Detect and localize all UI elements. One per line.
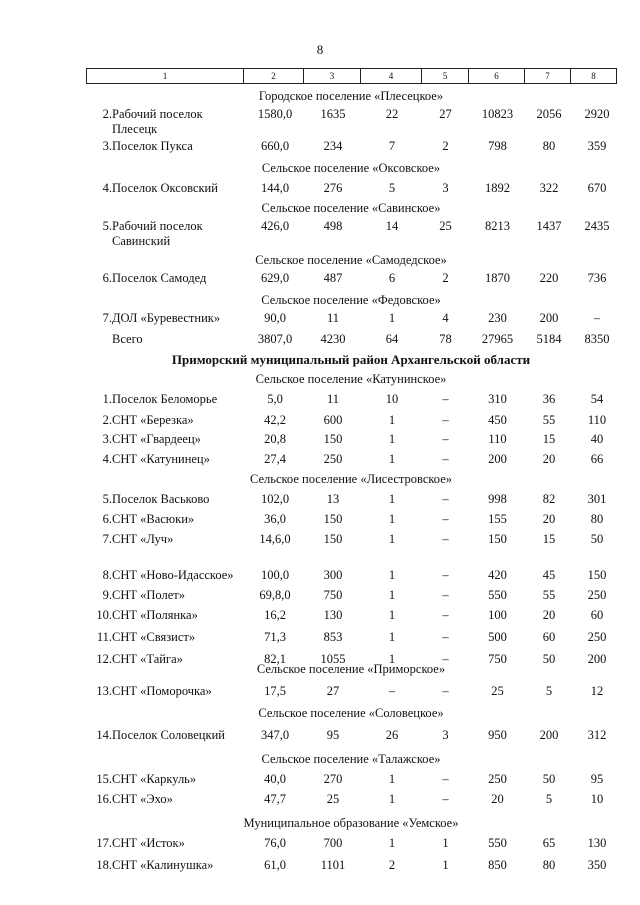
cell-count-a: 14 xyxy=(385,219,399,233)
cell-count-b: – xyxy=(442,512,449,526)
row-number: 10. xyxy=(96,608,112,622)
row-number: 2. xyxy=(102,413,112,427)
row-number: 3. xyxy=(102,432,112,446)
row-number: 9. xyxy=(102,588,112,602)
row-number: 12. xyxy=(96,652,112,666)
cell-value-a: 550 xyxy=(488,836,507,850)
col-header-5: 5 xyxy=(422,69,469,84)
cell-count-b: 3 xyxy=(442,181,449,195)
cell-value-b: 20 xyxy=(542,452,556,466)
settlement-section-heading: Городское поселение «Плесецкое» xyxy=(258,89,444,103)
cell-count-b: – xyxy=(442,452,449,466)
cell-count-b: – xyxy=(442,588,449,602)
cell-value-a: 8213 xyxy=(485,219,510,233)
row-number: 7. xyxy=(102,532,112,546)
cell-value-c: 2435 xyxy=(584,219,610,233)
cell-population: 234 xyxy=(323,139,343,153)
col-header-6: 6 xyxy=(469,69,525,84)
row-number: 5. xyxy=(102,219,112,233)
cell-count-a: 10 xyxy=(385,392,399,406)
cell-count-b: 25 xyxy=(439,219,452,233)
row-number: 6. xyxy=(102,271,112,285)
cell-value-b: 50 xyxy=(542,772,556,786)
cell-value-b: 36 xyxy=(542,392,556,406)
cell-count-a: 2 xyxy=(388,858,396,872)
cell-population: 11 xyxy=(326,392,340,406)
row-number: 4. xyxy=(102,452,112,466)
settlement-name: Поселок Пукса xyxy=(112,139,193,153)
row-number: 1. xyxy=(102,392,112,406)
cell-count-a: 1 xyxy=(388,772,396,786)
settlement-section-heading: Сельское поселение «Самодедское» xyxy=(255,253,447,267)
settlement-name: СНТ «Луч» xyxy=(112,532,174,546)
cell-area: 42,2 xyxy=(264,413,286,427)
cell-area: 17,5 xyxy=(264,684,286,698)
cell-value-a: 155 xyxy=(488,512,507,526)
cell-count-a: 5 xyxy=(388,181,396,195)
cell-value-b: 2056 xyxy=(536,107,562,121)
cell-count-b: – xyxy=(442,492,449,506)
cell-value-a: 10823 xyxy=(481,107,514,121)
cell-value-a: 1892 xyxy=(485,181,510,195)
settlement-name: Поселок Беломорье xyxy=(112,392,218,406)
cell-population: 11 xyxy=(326,311,340,325)
cell-count-b: – xyxy=(442,568,449,582)
cell-value-b: 55 xyxy=(542,413,556,427)
cell-count-b: 2 xyxy=(442,139,449,153)
settlement-name: СНТ «Ново-Идасское» xyxy=(112,568,234,582)
cell-area: 61,0 xyxy=(264,858,286,872)
cell-value-c: 54 xyxy=(590,392,604,406)
settlement-section-heading: Сельское поселение «Федовское» xyxy=(261,293,441,307)
cell-population: 150 xyxy=(323,432,343,446)
cell-value-c: 50 xyxy=(590,532,604,546)
cell-count-a: 1 xyxy=(388,652,396,666)
col-header-4: 4 xyxy=(361,69,422,84)
row-number: 15. xyxy=(96,772,112,786)
settlement-section-heading: Сельское поселение «Лисестровское» xyxy=(249,472,453,486)
cell-value-a: 20 xyxy=(491,792,504,806)
cell-population: 1055 xyxy=(320,652,346,666)
cell-value-c: 66 xyxy=(590,452,604,466)
settlement-section-heading: Сельское поселение «Приморское» xyxy=(256,662,446,676)
cell-population: 4230 xyxy=(320,332,346,346)
cell-value-b: 1437 xyxy=(536,219,562,233)
cell-population: 13 xyxy=(326,492,340,506)
cell-value-c: – xyxy=(593,311,601,325)
row-number: 6. xyxy=(102,512,112,526)
cell-area: 102,0 xyxy=(260,492,290,506)
cell-count-b: – xyxy=(442,608,449,622)
cell-value-b: 60 xyxy=(542,630,556,644)
settlement-name: Поселок Самодед xyxy=(112,271,207,285)
row-number: 7. xyxy=(102,311,112,325)
cell-value-c: 312 xyxy=(587,728,607,742)
cell-population: 750 xyxy=(323,588,343,602)
cell-count-b: 1 xyxy=(442,836,449,850)
row-number: 5. xyxy=(102,492,112,506)
cell-count-a: 1 xyxy=(388,452,396,466)
cell-value-c: 250 xyxy=(587,588,607,602)
cell-value-a: 100 xyxy=(488,608,507,622)
col-header-1: 1 xyxy=(87,69,244,84)
cell-value-a: 750 xyxy=(488,652,507,666)
cell-count-b: – xyxy=(442,630,449,644)
cell-area: 20,8 xyxy=(264,432,286,446)
settlement-name: СНТ «Полет» xyxy=(112,588,185,602)
cell-count-b: – xyxy=(442,772,449,786)
cell-area: 144,0 xyxy=(260,181,290,195)
cell-value-c: 12 xyxy=(590,684,604,698)
cell-value-a: 200 xyxy=(488,452,507,466)
settlement-section-heading: Сельское поселение «Талажское» xyxy=(261,752,441,766)
row-number: 14. xyxy=(96,728,112,742)
cell-value-b: 50 xyxy=(542,652,556,666)
cell-value-a: 150 xyxy=(488,532,507,546)
cell-value-b: 80 xyxy=(542,139,556,153)
cell-value-b: 15 xyxy=(542,432,556,446)
cell-count-a: – xyxy=(388,684,396,698)
cell-count-a: 1 xyxy=(388,588,396,602)
cell-count-a: 1 xyxy=(388,512,396,526)
cell-value-a: 500 xyxy=(488,630,507,644)
cell-value-a: 230 xyxy=(488,311,507,325)
cell-population: 276 xyxy=(323,181,343,195)
cell-value-a: 450 xyxy=(488,413,507,427)
cell-count-a: 1 xyxy=(388,432,396,446)
cell-count-a: 1 xyxy=(388,532,396,546)
settlement-section-heading: Сельское поселение «Катунинское» xyxy=(255,372,447,386)
cell-count-b: – xyxy=(442,652,449,666)
cell-value-b: 20 xyxy=(542,512,556,526)
settlement-name: СНТ «Поморочка» xyxy=(112,684,212,698)
cell-value-c: 301 xyxy=(587,492,607,506)
cell-value-a: 950 xyxy=(488,728,507,742)
settlement-name: СНТ «Гвардеец» xyxy=(112,432,201,446)
cell-value-a: 550 xyxy=(488,588,507,602)
settlement-name: СНТ «Катунинец» xyxy=(112,452,210,466)
settlement-name: Рабочий поселок Савинский xyxy=(112,219,203,248)
cell-value-a: 798 xyxy=(488,139,507,153)
cell-count-a: 64 xyxy=(385,332,399,346)
cell-value-c: 250 xyxy=(587,630,607,644)
settlement-name: СНТ «Полянка» xyxy=(112,608,198,622)
cell-value-b: 80 xyxy=(542,858,556,872)
cell-count-a: 6 xyxy=(388,271,396,285)
settlement-name: СНТ «Эхо» xyxy=(112,792,173,806)
col-header-7: 7 xyxy=(525,69,571,84)
cell-count-a: 1 xyxy=(388,311,396,325)
cell-area: 40,0 xyxy=(264,772,286,786)
cell-population: 1101 xyxy=(320,858,346,872)
cell-population: 270 xyxy=(323,772,343,786)
cell-area: 47,7 xyxy=(264,792,286,806)
cell-value-c: 40 xyxy=(590,432,604,446)
cell-value-a: 998 xyxy=(488,492,507,506)
cell-value-a: 27965 xyxy=(481,332,514,346)
cell-area: 100,0 xyxy=(260,568,290,582)
cell-area: 347,0 xyxy=(260,728,290,742)
cell-value-a: 420 xyxy=(488,568,507,582)
cell-count-a: 26 xyxy=(385,728,399,742)
settlement-name: Рабочий поселок Плесецк xyxy=(112,107,203,136)
cell-value-b: 200 xyxy=(539,728,559,742)
cell-value-b: 5 xyxy=(545,792,553,806)
settlement-name: ДОЛ «Буревестник» xyxy=(112,311,221,325)
cell-population: 27 xyxy=(326,684,340,698)
settlement-name: СНТ «Калинушка» xyxy=(112,858,214,872)
cell-count-a: 1 xyxy=(388,792,396,806)
cell-value-b: 55 xyxy=(542,588,556,602)
cell-value-c: 350 xyxy=(587,858,607,872)
district-heading: Приморский муниципальный район Архангельской области xyxy=(171,352,531,367)
cell-count-a: 22 xyxy=(385,107,399,121)
cell-value-b: 65 xyxy=(542,836,556,850)
cell-value-c: 60 xyxy=(590,608,604,622)
cell-value-c: 150 xyxy=(587,568,607,582)
settlement-section-heading: Сельское поселение «Оксовское» xyxy=(261,161,441,175)
cell-count-b: 78 xyxy=(439,332,452,346)
cell-population: 150 xyxy=(323,512,343,526)
cell-value-c: 670 xyxy=(587,181,607,195)
settlement-name: СНТ «Каркуль» xyxy=(112,772,197,786)
col-header-8: 8 xyxy=(571,69,617,84)
row-number: 2. xyxy=(102,107,112,121)
cell-count-b: – xyxy=(442,532,449,546)
cell-count-b: 3 xyxy=(442,728,449,742)
cell-area: 71,3 xyxy=(264,630,286,644)
cell-area: 629,0 xyxy=(260,271,290,285)
row-number: 8. xyxy=(102,568,112,582)
cell-count-b: – xyxy=(442,432,449,446)
cell-population: 300 xyxy=(323,568,343,582)
settlement-name: СНТ «Васюки» xyxy=(112,512,195,526)
cell-value-a: 850 xyxy=(488,858,507,872)
settlement-name: СНТ «Связист» xyxy=(112,630,196,644)
cell-count-a: 1 xyxy=(388,836,396,850)
cell-value-c: 10 xyxy=(590,792,604,806)
cell-value-a: 110 xyxy=(488,432,507,446)
row-number: 11. xyxy=(96,630,112,644)
cell-area: 660,0 xyxy=(260,139,290,153)
settlement-section-heading: Муниципальное образование «Уемское» xyxy=(243,816,459,830)
cell-population: 600 xyxy=(323,413,343,427)
page-number: 8 xyxy=(316,42,324,57)
cell-population: 487 xyxy=(323,271,343,285)
cell-population: 250 xyxy=(323,452,343,466)
cell-count-a: 1 xyxy=(388,568,396,582)
cell-count-a: 1 xyxy=(388,413,396,427)
cell-population: 700 xyxy=(323,836,343,850)
settlement-name: СНТ «Березка» xyxy=(112,413,194,427)
cell-count-b: 2 xyxy=(442,271,449,285)
cell-population: 25 xyxy=(326,792,340,806)
cell-value-c: 2920 xyxy=(584,107,610,121)
cell-area: 1580,0 xyxy=(257,107,293,121)
cell-count-b: 1 xyxy=(442,858,449,872)
cell-value-b: 20 xyxy=(542,608,556,622)
settlement-name: Поселок Васьково xyxy=(112,492,210,506)
row-number: 3. xyxy=(102,139,112,153)
col-header-3: 3 xyxy=(304,69,361,84)
cell-value-c: 80 xyxy=(590,512,604,526)
cell-area: 14,6,0 xyxy=(259,532,291,546)
cell-population: 150 xyxy=(323,532,343,546)
cell-count-b: – xyxy=(442,413,449,427)
cell-count-a: 1 xyxy=(388,492,396,506)
cell-area: 90,0 xyxy=(264,311,286,325)
cell-count-a: 7 xyxy=(388,139,396,153)
cell-value-b: 5 xyxy=(545,684,553,698)
cell-area: 5,0 xyxy=(267,392,283,406)
cell-value-b: 45 xyxy=(542,568,556,582)
settlement-section-heading: Сельское поселение «Соловецкое» xyxy=(258,706,444,720)
row-number: 17. xyxy=(96,836,112,850)
cell-population: 498 xyxy=(323,219,343,233)
cell-value-c: 359 xyxy=(587,139,607,153)
column-header-row xyxy=(86,68,617,84)
cell-count-b: – xyxy=(442,792,449,806)
cell-area: 426,0 xyxy=(260,219,290,233)
cell-value-c: 130 xyxy=(587,836,607,850)
cell-area: 36,0 xyxy=(264,512,286,526)
cell-count-a: 1 xyxy=(388,630,396,644)
cell-count-b: 27 xyxy=(439,107,452,121)
col-header-2: 2 xyxy=(244,69,304,84)
row-number: 18. xyxy=(96,858,112,872)
cell-value-b: 15 xyxy=(542,532,556,546)
cell-value-b: 220 xyxy=(539,271,559,285)
settlement-name: Всего xyxy=(112,332,143,346)
cell-value-c: 200 xyxy=(587,652,607,666)
settlement-name: Поселок Оксовский xyxy=(112,181,218,195)
cell-value-b: 82 xyxy=(542,492,556,506)
row-number: 13. xyxy=(96,684,112,698)
cell-value-c: 110 xyxy=(587,413,607,427)
cell-value-a: 25 xyxy=(491,684,504,698)
cell-population: 130 xyxy=(323,608,343,622)
cell-count-b: 4 xyxy=(442,311,449,325)
cell-count-a: 1 xyxy=(388,608,396,622)
cell-value-a: 310 xyxy=(488,392,507,406)
cell-value-b: 200 xyxy=(539,311,559,325)
settlement-name: Поселок Соловецкий xyxy=(112,728,225,742)
cell-area: 69,8,0 xyxy=(259,588,291,602)
cell-count-b: – xyxy=(442,392,449,406)
cell-area: 3807,0 xyxy=(257,332,293,346)
cell-population: 853 xyxy=(323,630,343,644)
row-number: 16. xyxy=(96,792,112,806)
settlement-name: СНТ «Исток» xyxy=(112,836,185,850)
cell-area: 27,4 xyxy=(264,452,286,466)
cell-area: 16,2 xyxy=(264,608,286,622)
row-number: 4. xyxy=(102,181,112,195)
settlement-name: СНТ «Тайга» xyxy=(112,652,183,666)
cell-value-c: 95 xyxy=(590,772,604,786)
cell-value-a: 1870 xyxy=(485,271,510,285)
cell-population: 1635 xyxy=(320,107,346,121)
cell-value-a: 250 xyxy=(488,772,507,786)
cell-value-b: 322 xyxy=(539,181,559,195)
cell-population: 95 xyxy=(326,728,340,742)
cell-value-c: 8350 xyxy=(584,332,610,346)
cell-area: 82,1 xyxy=(264,652,286,666)
cell-value-c: 736 xyxy=(587,271,607,285)
cell-area: 76,0 xyxy=(264,836,286,850)
cell-value-b: 5184 xyxy=(536,332,562,346)
settlement-section-heading: Сельское поселение «Савинское» xyxy=(261,201,441,215)
cell-count-b: – xyxy=(442,684,449,698)
